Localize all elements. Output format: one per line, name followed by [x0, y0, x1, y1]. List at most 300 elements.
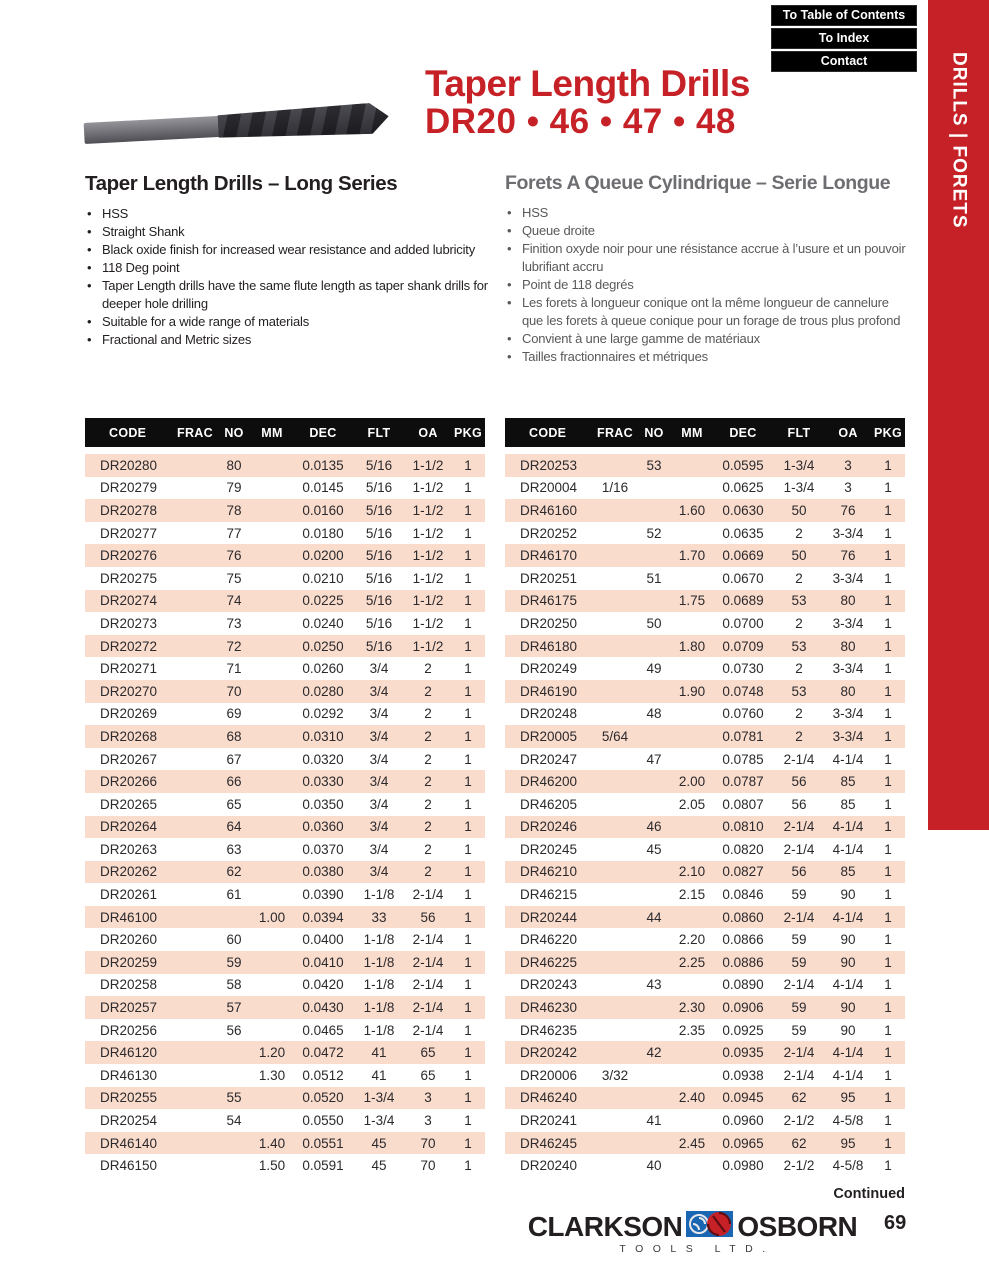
table-row	[505, 1041, 905, 1064]
table-cell: 5/16	[365, 570, 393, 586]
table-cell: 56	[791, 864, 807, 880]
table-cell: 0.0240	[302, 615, 344, 631]
table-cell: 0.0310	[302, 728, 344, 744]
french-heading: Forets A Queue Cylindrique – Serie Longue	[505, 172, 891, 194]
table-cell: 46	[646, 819, 662, 835]
table-cell: 1	[464, 977, 472, 993]
table-cell: 57	[226, 1000, 242, 1016]
table-cell: 71	[226, 661, 242, 677]
table-cell: 1.40	[258, 1135, 286, 1151]
table-row	[505, 861, 905, 884]
table-cell: 0.0292	[302, 706, 344, 722]
table-cell: 1	[464, 706, 472, 722]
table-cell: 59	[226, 954, 242, 970]
table-cell: 1	[464, 819, 472, 835]
table-cell: 0.0669	[722, 548, 764, 564]
table-cell: 47	[646, 751, 662, 767]
table-cell: 0.0709	[722, 638, 764, 654]
table-cell: DR20266	[100, 774, 158, 790]
table-cell: 0.0730	[722, 661, 764, 677]
table-cell: 1	[884, 977, 892, 993]
table-cell: 75	[226, 570, 242, 586]
bullet-item: • Tailles fractionnaires et métriques	[505, 348, 913, 366]
table-row	[85, 590, 485, 613]
table-cell: 0.0320	[302, 751, 344, 767]
table-cell: 33	[371, 909, 387, 925]
table-cell: 1	[884, 525, 892, 541]
table-cell: 2.30	[678, 1000, 706, 1016]
table-cell: 95	[840, 1090, 856, 1106]
column-header: DEC	[309, 425, 337, 440]
table-cell: DR46215	[520, 887, 578, 903]
table-cell: 1.30	[258, 1067, 286, 1083]
table-row	[85, 703, 485, 726]
table-cell: 1	[884, 796, 892, 812]
table-cell: 3-3/4	[832, 728, 864, 744]
table-row	[85, 1154, 485, 1177]
table-row	[505, 996, 905, 1019]
table-cell: 5/16	[365, 480, 393, 496]
table-cell: 1-3/4	[363, 1113, 395, 1129]
table-cell: 1	[464, 480, 472, 496]
table-cell: DR20259	[100, 954, 158, 970]
column-header: FRAC	[597, 425, 633, 440]
table-cell: 2	[424, 796, 432, 812]
table-cell: 80	[840, 593, 856, 609]
french-bullet-list	[505, 204, 913, 366]
table-cell: 4-1/4	[832, 841, 864, 857]
table-cell: 2-1/4	[412, 932, 444, 948]
table-cell: 50	[646, 615, 662, 631]
table-cell: 0.0787	[722, 774, 764, 790]
table-cell: 1	[884, 457, 892, 473]
table-cell: 3-3/4	[832, 525, 864, 541]
table-cell: 0.0630	[722, 502, 764, 518]
table-row	[505, 1132, 905, 1155]
table-cell: 1.00	[258, 909, 286, 925]
table-row	[85, 974, 485, 997]
table-row	[505, 454, 905, 477]
table-cell: 0.0135	[302, 457, 344, 473]
table-cell: 1	[464, 1045, 472, 1061]
bullet-item: • Queue droite	[505, 222, 913, 240]
table-cell: 1-1/8	[363, 887, 395, 903]
table-cell: 1-1/2	[412, 548, 444, 564]
table-cell: DR20245	[520, 841, 578, 857]
table-cell: 69	[226, 706, 242, 722]
table-cell: 45	[371, 1158, 387, 1174]
table-cell: 0.0748	[722, 683, 764, 699]
table-cell: 1	[464, 1067, 472, 1083]
table-cell: 0.0781	[722, 728, 764, 744]
table-cell: 2-1/4	[783, 841, 815, 857]
drill-bit-photo	[83, 102, 389, 150]
table-cell: DR20274	[100, 593, 158, 609]
logo-pinwheel-icon	[686, 1210, 733, 1243]
table-cell: DR46225	[520, 954, 578, 970]
table-cell: DR46200	[520, 774, 578, 790]
table-cell: 0.0400	[302, 932, 344, 948]
table-cell: 3/4	[369, 796, 389, 812]
table-cell: DR20255	[100, 1090, 158, 1106]
logo-clarkson-text: CLARKSON	[527, 1210, 683, 1242]
table-cell: 1-1/8	[363, 1022, 395, 1038]
table-row	[505, 567, 905, 590]
table-cell: 5/16	[365, 638, 393, 654]
table-cell: 1	[464, 661, 472, 677]
table-cell: 66	[226, 774, 242, 790]
table-cell: DR20251	[520, 570, 578, 586]
table-row	[85, 635, 485, 658]
to-index-button[interactable]: To Index	[771, 28, 917, 49]
table-row	[85, 793, 485, 816]
table-cell: 0.0350	[302, 796, 344, 812]
table-cell: DR20006	[520, 1067, 578, 1083]
table-cell: 0.0760	[722, 706, 764, 722]
bullet-item: • Convient à une large gamme de matériaux	[505, 330, 913, 348]
table-cell: DR20244	[520, 909, 578, 925]
table-cell: DR46130	[100, 1067, 158, 1083]
table-cell: 0.0410	[302, 954, 344, 970]
table-row	[505, 906, 905, 929]
table-cell: 65	[420, 1045, 436, 1061]
table-cell: 1	[884, 819, 892, 835]
table-row	[505, 1109, 905, 1132]
table-cell: 1	[464, 954, 472, 970]
table-cell: 5/16	[365, 502, 393, 518]
table-cell: 4-5/8	[832, 1158, 864, 1174]
column-header: OA	[418, 425, 438, 440]
page-title	[425, 64, 750, 140]
table-cell: 1-3/4	[783, 480, 815, 496]
table-cell: 2.25	[678, 954, 706, 970]
table-cell: DR20270	[100, 683, 158, 699]
table-cell: DR20253	[520, 457, 578, 473]
table-row	[85, 499, 485, 522]
column-header: FLT	[367, 425, 391, 440]
table-cell: 53	[791, 638, 807, 654]
table-row	[505, 477, 905, 500]
table-cell: 3/4	[369, 728, 389, 744]
table-cell: 1	[464, 909, 472, 925]
column-header: OA	[838, 425, 858, 440]
table-cell: 1	[884, 638, 892, 654]
table-cell: 64	[226, 819, 242, 835]
table-cell: 1	[884, 841, 892, 857]
table-row	[505, 793, 905, 816]
table-cell: 59	[791, 954, 807, 970]
table-cell: 0.0635	[722, 525, 764, 541]
table-cell: 2.45	[678, 1135, 706, 1151]
table-cell: 1.60	[678, 502, 706, 518]
drill-shank	[84, 115, 228, 143]
table-cell: 0.0925	[722, 1022, 764, 1038]
table-cell: 2	[795, 661, 803, 677]
table-cell: 0.0591	[302, 1158, 344, 1174]
table-cell: 45	[646, 841, 662, 857]
table-row	[505, 974, 905, 997]
column-header: FLT	[787, 425, 811, 440]
table-cell: DR20280	[100, 457, 158, 473]
table-cell: 54	[226, 1113, 242, 1129]
table-row	[505, 1064, 905, 1087]
table-cell: DR20275	[100, 570, 158, 586]
table-cell: 95	[840, 1135, 856, 1151]
table-cell: 1	[464, 864, 472, 880]
table-cell: 60	[226, 932, 242, 948]
table-cell: 1	[464, 796, 472, 812]
table-cell: 0.0827	[722, 864, 764, 880]
table-cell: DR20254	[100, 1113, 158, 1129]
drill-table-right	[505, 418, 905, 1177]
table-cell: 3-3/4	[832, 661, 864, 677]
table-cell: 1	[464, 1090, 472, 1106]
table-cell: 0.0945	[722, 1090, 764, 1106]
table-cell: 1	[464, 1158, 472, 1174]
table-cell: 80	[840, 683, 856, 699]
table-cell: 3	[424, 1090, 432, 1106]
table-row	[505, 635, 905, 658]
table-cell: 53	[791, 593, 807, 609]
table-cell: 0.0960	[722, 1113, 764, 1129]
table-cell: 2-1/4	[783, 1045, 815, 1061]
table-cell: 1.70	[678, 548, 706, 564]
drill-table-left	[85, 418, 485, 1177]
table-cell: 41	[371, 1067, 387, 1083]
table-row	[85, 454, 485, 477]
table-cell: 5/16	[365, 615, 393, 631]
table-cell: 1	[884, 1158, 892, 1174]
table-cell: 2	[795, 525, 803, 541]
table-cell: 70	[420, 1158, 436, 1174]
table-cell: DR46220	[520, 932, 578, 948]
table-cell: 51	[646, 570, 662, 586]
table-row	[505, 1019, 905, 1042]
table-cell: 1.50	[258, 1158, 286, 1174]
side-tab-label: DRILLS | FORETS	[948, 52, 970, 229]
table-cell: 1-1/2	[412, 480, 444, 496]
table-cell: 0.0965	[722, 1135, 764, 1151]
table-cell: 52	[646, 525, 662, 541]
table-cell: DR20272	[100, 638, 158, 654]
table-cell: DR20263	[100, 841, 158, 857]
table-row	[505, 1154, 905, 1177]
table-cell: 1	[884, 932, 892, 948]
table-cell: 45	[371, 1135, 387, 1151]
table-cell: 3/4	[369, 751, 389, 767]
table-cell: DR46150	[100, 1158, 158, 1174]
table-cell: 4-1/4	[832, 1045, 864, 1061]
table-cell: 2	[424, 819, 432, 835]
drill-flutes	[217, 102, 389, 142]
table-cell: 0.0225	[302, 593, 344, 609]
table-cell: 0.0625	[722, 480, 764, 496]
to-table-of-contents-button[interactable]: To Table of Contents	[771, 5, 917, 26]
table-cell: DR46235	[520, 1022, 578, 1038]
table-cell: 2-1/4	[412, 1022, 444, 1038]
table-cell: 70	[420, 1135, 436, 1151]
table-cell: 1	[464, 1113, 472, 1129]
table-row	[85, 951, 485, 974]
table-cell: DR46180	[520, 638, 578, 654]
table-cell: 59	[791, 1000, 807, 1016]
table-cell: DR20241	[520, 1113, 578, 1129]
table-cell: 0.0360	[302, 819, 344, 835]
table-cell: 50	[791, 502, 807, 518]
table-cell: 2	[424, 841, 432, 857]
table-cell: DR46170	[520, 548, 578, 564]
table-row	[505, 657, 905, 680]
table-cell: 2	[795, 706, 803, 722]
table-cell: 0.0906	[722, 1000, 764, 1016]
table-cell: 3/4	[369, 661, 389, 677]
table-cell: DR20004	[520, 480, 578, 496]
table-cell: 41	[371, 1045, 387, 1061]
table-cell: DR46175	[520, 593, 578, 609]
table-cell: DR20258	[100, 977, 158, 993]
table-cell: 72	[226, 638, 242, 654]
table-cell: 0.0820	[722, 841, 764, 857]
table-cell: 2	[424, 661, 432, 677]
continued-label: Continued	[833, 1186, 905, 1202]
table-cell: 1-1/8	[363, 932, 395, 948]
table-row	[85, 544, 485, 567]
table-row	[505, 951, 905, 974]
table-cell: 0.0520	[302, 1090, 344, 1106]
table-cell: 2.40	[678, 1090, 706, 1106]
table-cell: 1	[884, 661, 892, 677]
table-row	[505, 612, 905, 635]
table-row	[505, 499, 905, 522]
table-cell: 76	[840, 548, 856, 564]
table-cell: 48	[646, 706, 662, 722]
bullet-item: • Point de 118 degrés	[505, 276, 913, 294]
table-cell: 2-1/4	[783, 751, 815, 767]
table-cell: 1	[884, 1000, 892, 1016]
table-cell: 78	[226, 502, 242, 518]
table-cell: 5/16	[365, 593, 393, 609]
logo-osborn-text: OSBORN	[737, 1210, 858, 1242]
table-row	[85, 680, 485, 703]
table-cell: 1-1/2	[412, 457, 444, 473]
table-cell: 56	[791, 774, 807, 790]
table-cell: DR46100	[100, 909, 158, 925]
table-cell: 1	[884, 1135, 892, 1151]
table-cell: 0.0700	[722, 615, 764, 631]
table-row	[85, 725, 485, 748]
table-cell: 2.20	[678, 932, 706, 948]
section-side-tab	[928, 0, 989, 830]
table-cell: 1	[464, 638, 472, 654]
table-cell: 4-1/4	[832, 1067, 864, 1083]
table-cell: DR46230	[520, 1000, 578, 1016]
table-cell: DR46245	[520, 1135, 578, 1151]
table-cell: 85	[840, 774, 856, 790]
table-cell: 1	[464, 502, 472, 518]
table-cell: 2-1/4	[412, 954, 444, 970]
bullet-item: • Straight Shank	[85, 223, 493, 241]
table-cell: 1	[884, 683, 892, 699]
table-cell: 0.0160	[302, 502, 344, 518]
table-cell: 65	[420, 1067, 436, 1083]
table-row	[85, 883, 485, 906]
table-cell: 1	[464, 728, 472, 744]
table-row	[85, 522, 485, 545]
table-cell: 1	[464, 1022, 472, 1038]
column-header: DEC	[729, 425, 757, 440]
table-cell: 2-1/2	[783, 1158, 815, 1174]
table-cell: 2-1/4	[783, 1067, 815, 1083]
english-bullet-list	[85, 205, 493, 349]
table-row	[505, 544, 905, 567]
table-cell: 0.0860	[722, 909, 764, 925]
table-cell: 2.00	[678, 774, 706, 790]
table-cell: 2	[424, 751, 432, 767]
table-cell: 2	[424, 706, 432, 722]
table-cell: DR46160	[520, 502, 578, 518]
table-cell: 1	[464, 593, 472, 609]
table-row	[505, 838, 905, 861]
table-cell: 42	[646, 1045, 662, 1061]
table-cell: 1	[884, 751, 892, 767]
table-cell: 1-1/2	[412, 593, 444, 609]
table-cell: 5/16	[365, 525, 393, 541]
table-cell: 1	[464, 548, 472, 564]
table-cell: DR20240	[520, 1158, 578, 1174]
table-row	[85, 1041, 485, 1064]
bullet-item: • Black oxide finish for increased wear resistance and added lubricity	[85, 241, 493, 259]
table-cell: 4-5/8	[832, 1113, 864, 1129]
table-cell: 79	[226, 480, 242, 496]
table-cell: 76	[840, 502, 856, 518]
contact-button[interactable]: Contact	[771, 51, 917, 72]
table-cell: 0.0980	[722, 1158, 764, 1174]
table-cell: 4-1/4	[832, 819, 864, 835]
table-cell: 2-1/4	[412, 887, 444, 903]
table-cell: 0.0689	[722, 593, 764, 609]
table-cell: 1	[464, 1135, 472, 1151]
table-cell: DR20261	[100, 887, 158, 903]
table-cell: 0.0260	[302, 661, 344, 677]
table-cell: 90	[840, 1022, 856, 1038]
table-cell: DR20278	[100, 502, 158, 518]
table-cell: 1-3/4	[363, 1090, 395, 1106]
table-cell: DR20257	[100, 1000, 158, 1016]
table-cell: 90	[840, 954, 856, 970]
table-cell: 1-1/8	[363, 977, 395, 993]
table-cell: 59	[791, 887, 807, 903]
table-cell: 1-1/8	[363, 954, 395, 970]
table-cell: 2	[424, 864, 432, 880]
table-cell: 3	[844, 480, 852, 496]
table-cell: 1	[884, 1067, 892, 1083]
table-cell: DR20279	[100, 480, 158, 496]
table-row	[85, 1132, 485, 1155]
table-cell: 3	[424, 1113, 432, 1129]
bullet-item: • 118 Deg point	[85, 259, 493, 277]
table-row	[85, 1019, 485, 1042]
table-cell: 0.0465	[302, 1022, 344, 1038]
table-cell: 1	[464, 751, 472, 767]
table-cell: 44	[646, 909, 662, 925]
table-cell: 2-1/2	[783, 1113, 815, 1129]
table-cell: 74	[226, 593, 242, 609]
table-cell: 73	[226, 615, 242, 631]
table-cell: 5/64	[601, 728, 629, 744]
english-heading: Taper Length Drills – Long Series	[85, 172, 398, 195]
bullet-item: • HSS	[85, 205, 493, 223]
page-title-line1: Taper Length Drills	[425, 63, 750, 104]
